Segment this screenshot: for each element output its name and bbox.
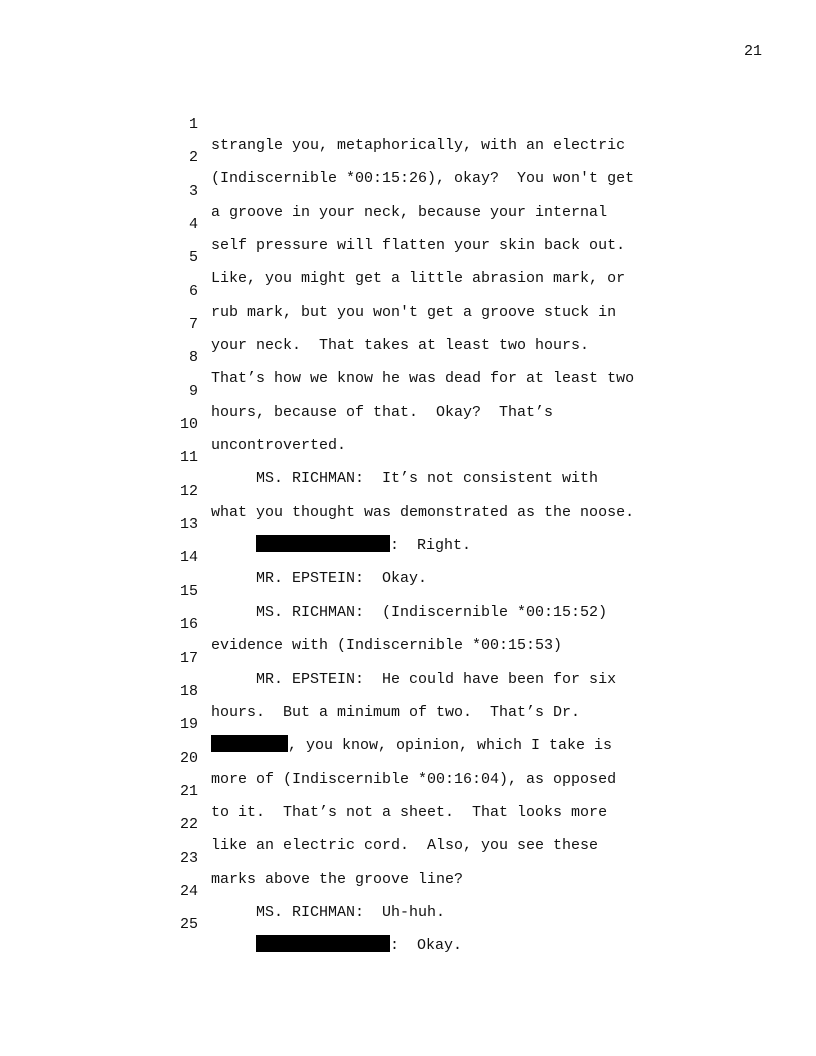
transcript-body [0, 93, 816, 955]
line-number: 4 [188, 216, 198, 234]
transcript-line [0, 727, 816, 788]
line-number: 16 [179, 616, 198, 634]
line-number: 3 [188, 182, 198, 200]
line-number: 5 [188, 249, 198, 267]
line-text-after-redaction: : Okay. [390, 937, 463, 955]
line-text: self pressure will flatten your skin back out. [211, 237, 626, 255]
line-number: 12 [179, 482, 198, 500]
line-text: hours, because of that. Okay? That’s [211, 403, 554, 421]
transcript-line [0, 160, 816, 221]
transcript-line [0, 660, 816, 721]
transcript-line [0, 193, 816, 255]
line-text: rub mark, but you won't get a groove stuck in [211, 303, 617, 321]
transcript-line [0, 226, 816, 288]
line-number: 7 [188, 316, 198, 334]
line-number: 24 [179, 882, 198, 900]
transcript-line [0, 360, 816, 421]
line-text: MR. EPSTEIN: He could have been for six [211, 670, 617, 688]
line-text: like an electric cord. Also, you see these [211, 837, 599, 855]
line-number: 9 [188, 382, 198, 400]
transcript-line [0, 693, 816, 755]
line-text: (Indiscernible *00:15:26), okay? You won't get [211, 170, 635, 188]
line-text: your neck. That takes at least two hours. [211, 337, 590, 355]
line-text: to it. That’s not a sheet. That looks more [211, 803, 608, 821]
line-indent [211, 937, 256, 954]
transcript-line [0, 426, 816, 488]
line-text: more of (Indiscernible *00:16:04), as opposed [211, 770, 617, 788]
line-text: MS. RICHMAN: Uh-huh. [211, 903, 446, 921]
line-number: 15 [179, 582, 198, 600]
line-text: a groove in your neck, because your internal [211, 203, 608, 221]
transcript-line [0, 627, 816, 688]
line-text: hours. But a minimum of two. That’s Dr. [211, 703, 581, 721]
page-number: 21 [743, 43, 762, 60]
line-number: 22 [179, 816, 198, 834]
transcript-line [0, 760, 816, 821]
transcript-line [0, 793, 816, 855]
line-text [211, 935, 462, 956]
line-text: marks above the groove line? [211, 870, 464, 888]
line-text: MR. EPSTEIN: Okay. [211, 570, 428, 588]
line-number: 17 [179, 649, 198, 667]
line-number: 8 [188, 349, 198, 367]
transcript-line [0, 93, 816, 154]
line-number: 6 [188, 282, 198, 300]
transcript-line [0, 560, 816, 621]
transcript-line [0, 326, 816, 388]
line-text: evidence with (Indiscernible *00:15:53) [211, 637, 563, 655]
transcript-line [0, 593, 816, 655]
line-text: MS. RICHMAN: It’s not consistent with [211, 470, 599, 488]
transcript-line [0, 126, 816, 188]
line-text: MS. RICHMAN: (Indiscernible *00:15:52) [211, 603, 608, 621]
line-text-after-redaction: , you know, opinion, which I take is [288, 737, 613, 755]
transcript-line [0, 393, 816, 455]
line-number: 10 [179, 416, 198, 434]
line-number: 2 [188, 149, 198, 167]
line-number: 18 [179, 682, 198, 700]
line-number: 25 [179, 916, 198, 934]
line-text: strangle you, metaphorically, with an electric [211, 137, 626, 154]
line-number: 1 [188, 116, 198, 133]
line-text: That’s how we know he was dead for at least two [211, 370, 635, 388]
line-text: Like, you might get a little abrasion mark, or [211, 270, 626, 288]
transcript-line [0, 460, 816, 521]
transcript-line [0, 526, 816, 588]
transcript-line [0, 860, 816, 921]
line-number: 14 [179, 549, 198, 567]
transcript-line [0, 893, 816, 955]
transcript-line [0, 293, 816, 355]
line-number: 23 [179, 849, 198, 867]
transcript-line [0, 260, 816, 321]
redaction-block [256, 935, 390, 952]
line-number: 21 [179, 782, 198, 800]
transcript-line [0, 493, 816, 555]
line-number: 19 [179, 716, 198, 734]
line-number: 13 [179, 516, 198, 534]
transcript-line [0, 827, 816, 888]
line-text-after-redaction: : Right. [390, 537, 472, 555]
line-number: 20 [179, 749, 198, 767]
line-text: what you thought was demonstrated as the noose. [211, 503, 635, 521]
line-number: 11 [179, 449, 198, 467]
line-text: uncontroverted. [211, 437, 347, 455]
